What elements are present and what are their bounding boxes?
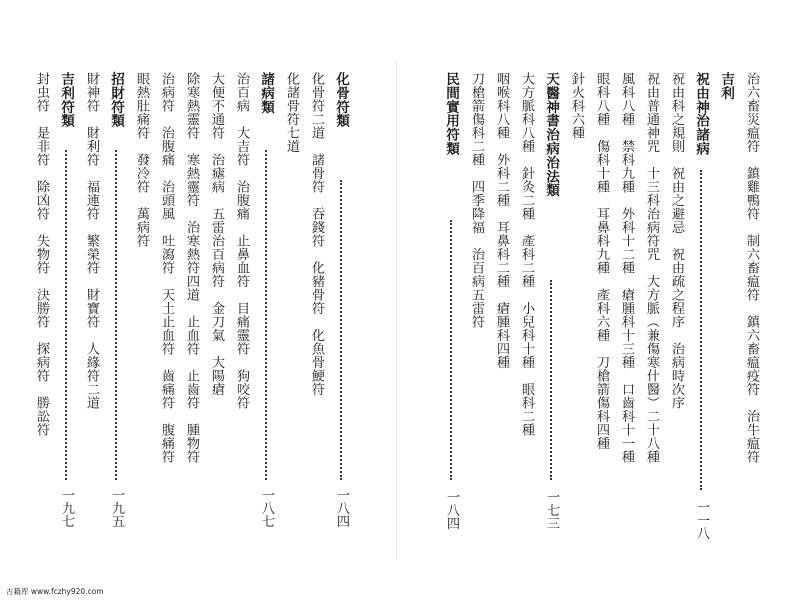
leader-dots-l10 (115, 150, 119, 480)
leader-dots-l12 (65, 150, 69, 480)
page-number-r13: 一八四 (444, 490, 459, 530)
leader-dots-l4 (265, 150, 269, 480)
leader-dots-r9 (550, 280, 554, 480)
toc-line-l2: 化骨符二道 諸骨符 吞錢符 化豬骨符 化魚骨鯁符 (309, 72, 324, 396)
page-number-l12: 一九七 (59, 488, 74, 528)
center-gutter (396, 60, 397, 560)
page-number-l1: 一八四 (334, 488, 349, 528)
toc-line-r7: 眼科八種 傷科十種 耳鼻科九種 產科六種 刀槍箭傷科四種 (594, 72, 609, 450)
toc-line-l9: 眼熱肚痛符 發冷符 萬病符 (134, 72, 149, 248)
toc-heading-r13: 民間實用符類 (443, 72, 459, 156)
toc-heading-l12: 吉利符類 (58, 72, 74, 128)
page-number-r3: 一一八 (694, 500, 709, 540)
page-number-r9: 一七三 (544, 490, 559, 530)
toc-line-l3: 化諸骨符七道 (284, 72, 299, 153)
toc-line-l7: 除寒熱靈符 寒熱靈符 治寒熱符四道 止血符 止齒符 腫物符 (184, 72, 199, 464)
toc-line-r5: 祝由普通神咒 十三科治病符咒 大方脈（兼傷寒什醫）二十八種 (644, 72, 659, 464)
leader-dots-r13 (450, 220, 454, 480)
toc-line-r6: 風科八種 禁科九種 外科十二種 瘡腫科十三種 口齒科十一種 (619, 72, 634, 464)
toc-heading-r9: 天醫神書治病治法類 (543, 72, 559, 198)
toc-line-r1: 治六畜災瘟符 鎮雞鴨符 制六畜瘟符 鎮六畜瘟疫符 治牛瘟符 (744, 72, 759, 464)
toc-line-r10: 大方脈科八種 針灸二種 產科二種 小兒科十種 眼科二種 (519, 72, 534, 437)
leader-dots-r3 (700, 170, 704, 490)
leader-dots-l1 (340, 180, 344, 480)
page-number-l10: 一九五 (109, 488, 124, 528)
toc-line-l8: 治病符 治腹痛 治頭風 吐瀉符 天土止血符 齒痛符 腹痛符 (159, 72, 174, 464)
toc-line-l5: 治百病 大吉符 治腹痛 止鼻血符 目痛靈符 狗咬符 (234, 72, 249, 410)
toc-heading-l1: 化骨符類 (333, 72, 349, 128)
toc-line-l11: 財神符 財利符 福連符 繁榮符 財寶符 人緣符二道 (84, 72, 99, 410)
toc-line-r12: 刀槍箭傷科二種 四季降福 治百病五雷符 (469, 72, 484, 329)
toc-line-r11: 咽喉科八種 外科二種 耳鼻科二種 瘡腫科四種 (494, 72, 509, 369)
toc-heading-r2: 吉利 (718, 72, 734, 100)
toc-line-r4: 祝由科之規則 祝由之避忌 祝由疏之程序 治病時次序 (669, 72, 684, 410)
toc-line-l6: 大便不通符 治瘧病 五雷治百病符 金刀氣 大陽瘡 (209, 72, 224, 396)
toc-heading-l4: 諸病類 (258, 72, 274, 114)
toc-heading-l10: 招財符類 (108, 72, 124, 128)
page-number-l4: 一八七 (259, 488, 274, 528)
toc-line-l13: 封虫符 是非符 除凶符 失物符 決勝符 探病符 勝訟符 (34, 72, 49, 437)
toc-line-r8: 針火科六種 (569, 72, 584, 140)
site-watermark: 古籍库 www.fczhy920.com (6, 587, 104, 596)
toc-heading-r3: 祝由神治諸病 (693, 72, 709, 156)
